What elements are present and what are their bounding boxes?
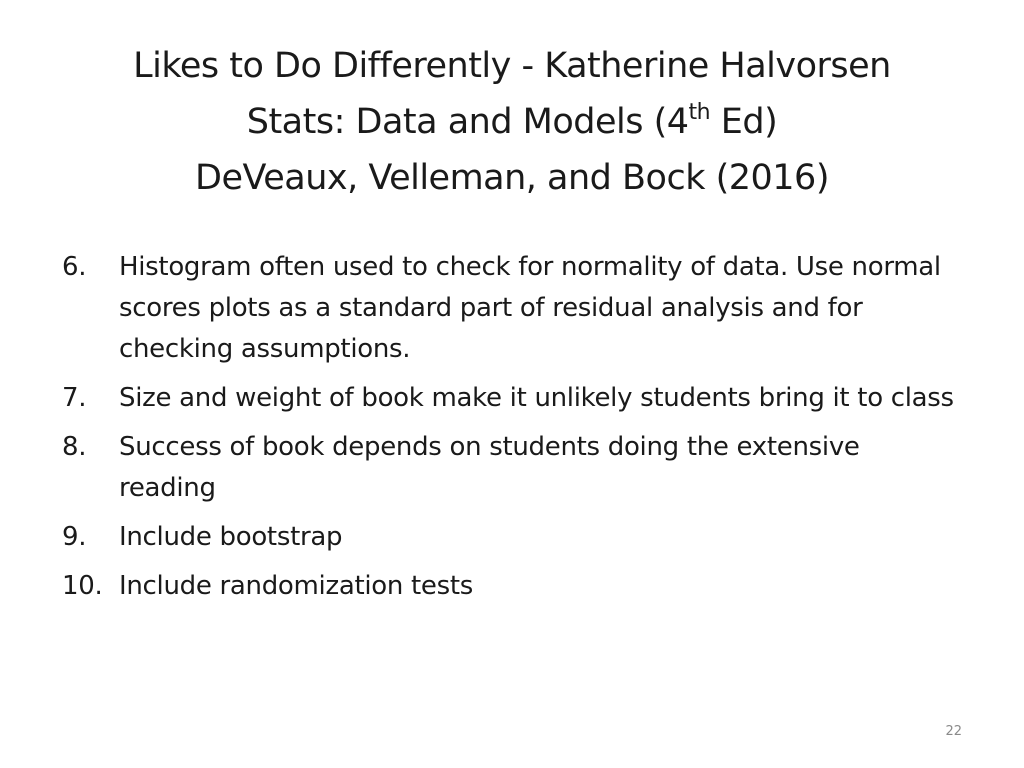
list-item-text: Success of book depends on students doing the extensive reading [119,432,860,503]
list-item-text: Size and weight of book make it unlikely students bring it to class [119,383,954,413]
numbered-list [62,247,962,615]
slide-title [60,38,964,206]
title-line-1: Likes to Do Differently - Katherine Halvorsen [133,46,891,86]
list-item-number: 9. [62,522,87,552]
list-item-number: 7. [62,383,87,413]
list-item-text: Histogram often used to check for normality of data. Use normal scores plots as a standard part of residual analysis and for checking assumptions. [119,252,941,364]
list-item-number: 8. [62,432,87,462]
list-item-number: 10. [62,571,103,601]
list-item [62,566,962,607]
list-item [62,427,962,509]
page-number: 22 [945,724,962,739]
title-superscript: th [688,100,711,125]
list-item [62,378,962,419]
list-item [62,247,962,370]
title-line-2-suffix: Ed) [710,102,778,142]
title-line-2 [60,94,964,150]
list-item-text: Include randomization tests [119,571,473,601]
list-item-number: 6. [62,252,87,282]
list-item [62,517,962,558]
title-line-3: DeVeaux, Velleman, and Bock (2016) [195,158,829,198]
list-item-text: Include bootstrap [119,522,343,552]
title-line-2-text: Stats: Data and Models (4 [246,102,689,142]
